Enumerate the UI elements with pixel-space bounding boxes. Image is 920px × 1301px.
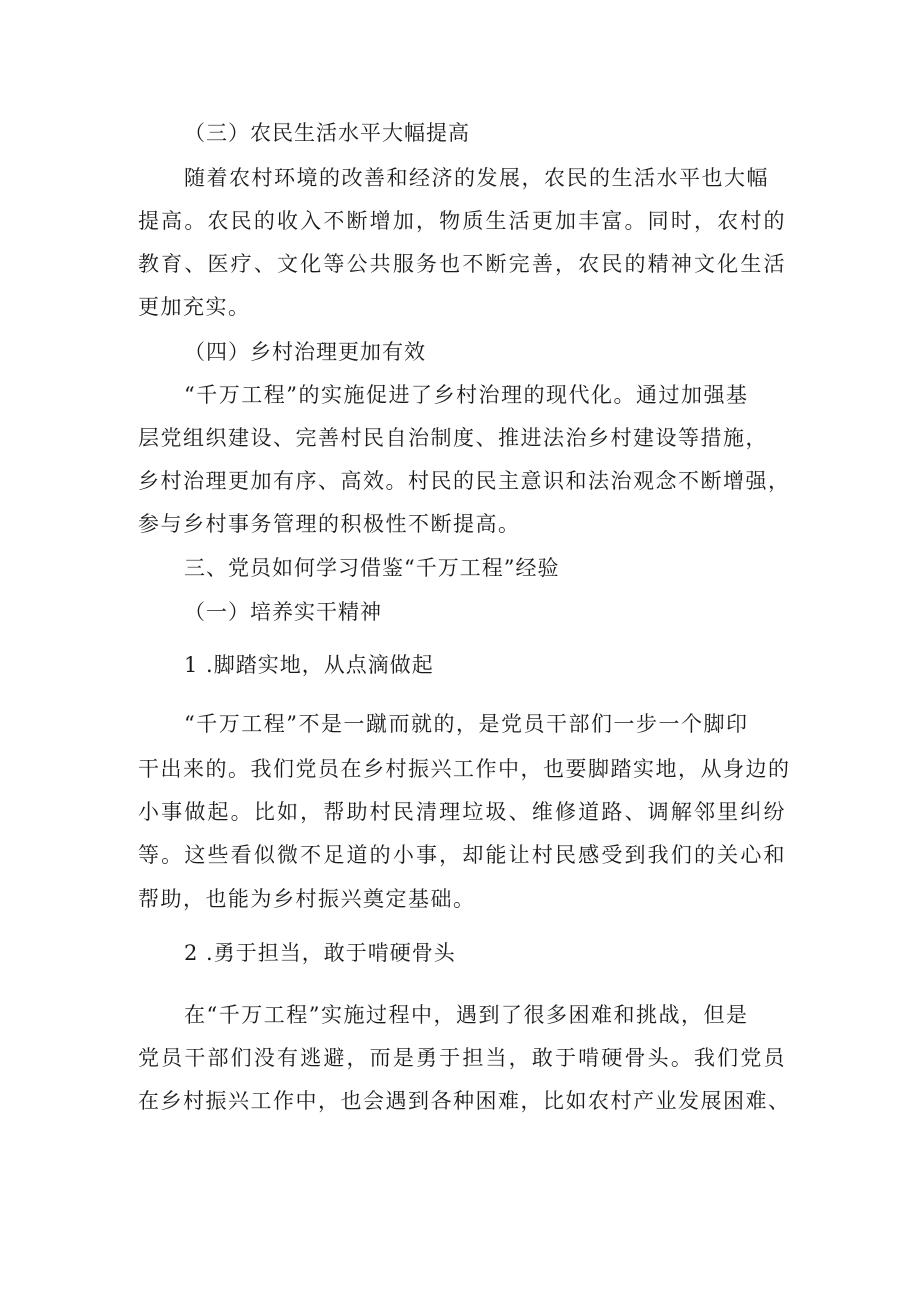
paragraph-line: 层党组织建设、完善村民自治制度、推进法治乡村建设等措施， <box>138 426 768 450</box>
paragraph-line: 在乡村振兴工作中，也会遇到各种困难，比如农村产业发展困难、 <box>138 1089 791 1113</box>
paragraph-line: 提高。农民的收入不断增加，物质生活更加丰富。同时，农村的 <box>138 209 786 233</box>
section-heading-4: （四）乡村治理更加有效 <box>184 340 426 364</box>
paragraph-line: “千万工程”不是一蹴而就的，是党员干部们一步一个脚印 <box>184 712 749 736</box>
paragraph-line: 干出来的。我们党员在乡村振兴工作中，也要脚踏实地，从身边的 <box>138 757 791 781</box>
section-heading-3: （三）农民生活水平大幅提高 <box>184 121 470 145</box>
paragraph-line: 小事做起。比如，帮助村民清理垃圾、维修道路、调解邻里纠纷 <box>138 800 786 824</box>
paragraph-line: 乡村治理更加有序、高效。村民的民主意识和法治观念不断增强， <box>138 469 791 493</box>
paragraph-line: “千万工程”的实施促进了乡村治理的现代化。通过加强基 <box>184 383 749 407</box>
subsection-heading-1: （一）培养实干精神 <box>184 600 382 624</box>
paragraph-line: 教育、医疗、文化等公共服务也不断完善，农民的精神文化生活 <box>138 252 786 276</box>
paragraph-line: 参与乡村事务管理的积极性不断提高。 <box>138 512 521 536</box>
paragraph-line: 帮助，也能为乡村振兴奠定基础。 <box>138 887 476 911</box>
item-heading-1: 1 .脚踏实地，从点滴做起 <box>184 653 434 677</box>
paragraph-line: 等。这些看似微不足道的小事，却能让村民感受到我们的关心和 <box>138 843 786 867</box>
paragraph-line: 更加充实。 <box>138 295 251 319</box>
part-heading-3: 三、党员如何学习借鉴“千万工程”经验 <box>184 556 560 580</box>
paragraph-line: 随着农村环境的改善和经济的发展，农民的生活水平也大幅 <box>184 166 769 190</box>
item-heading-2: 2 .勇于担当，敢于啃硬骨头 <box>184 941 456 965</box>
paragraph-line: 党员干部们没有逃避，而是勇于担当，敢于啃硬骨头。我们党员 <box>138 1046 786 1070</box>
paragraph-line: 在“千万工程”实施过程中，遇到了很多困难和挑战，但是 <box>184 1003 749 1027</box>
